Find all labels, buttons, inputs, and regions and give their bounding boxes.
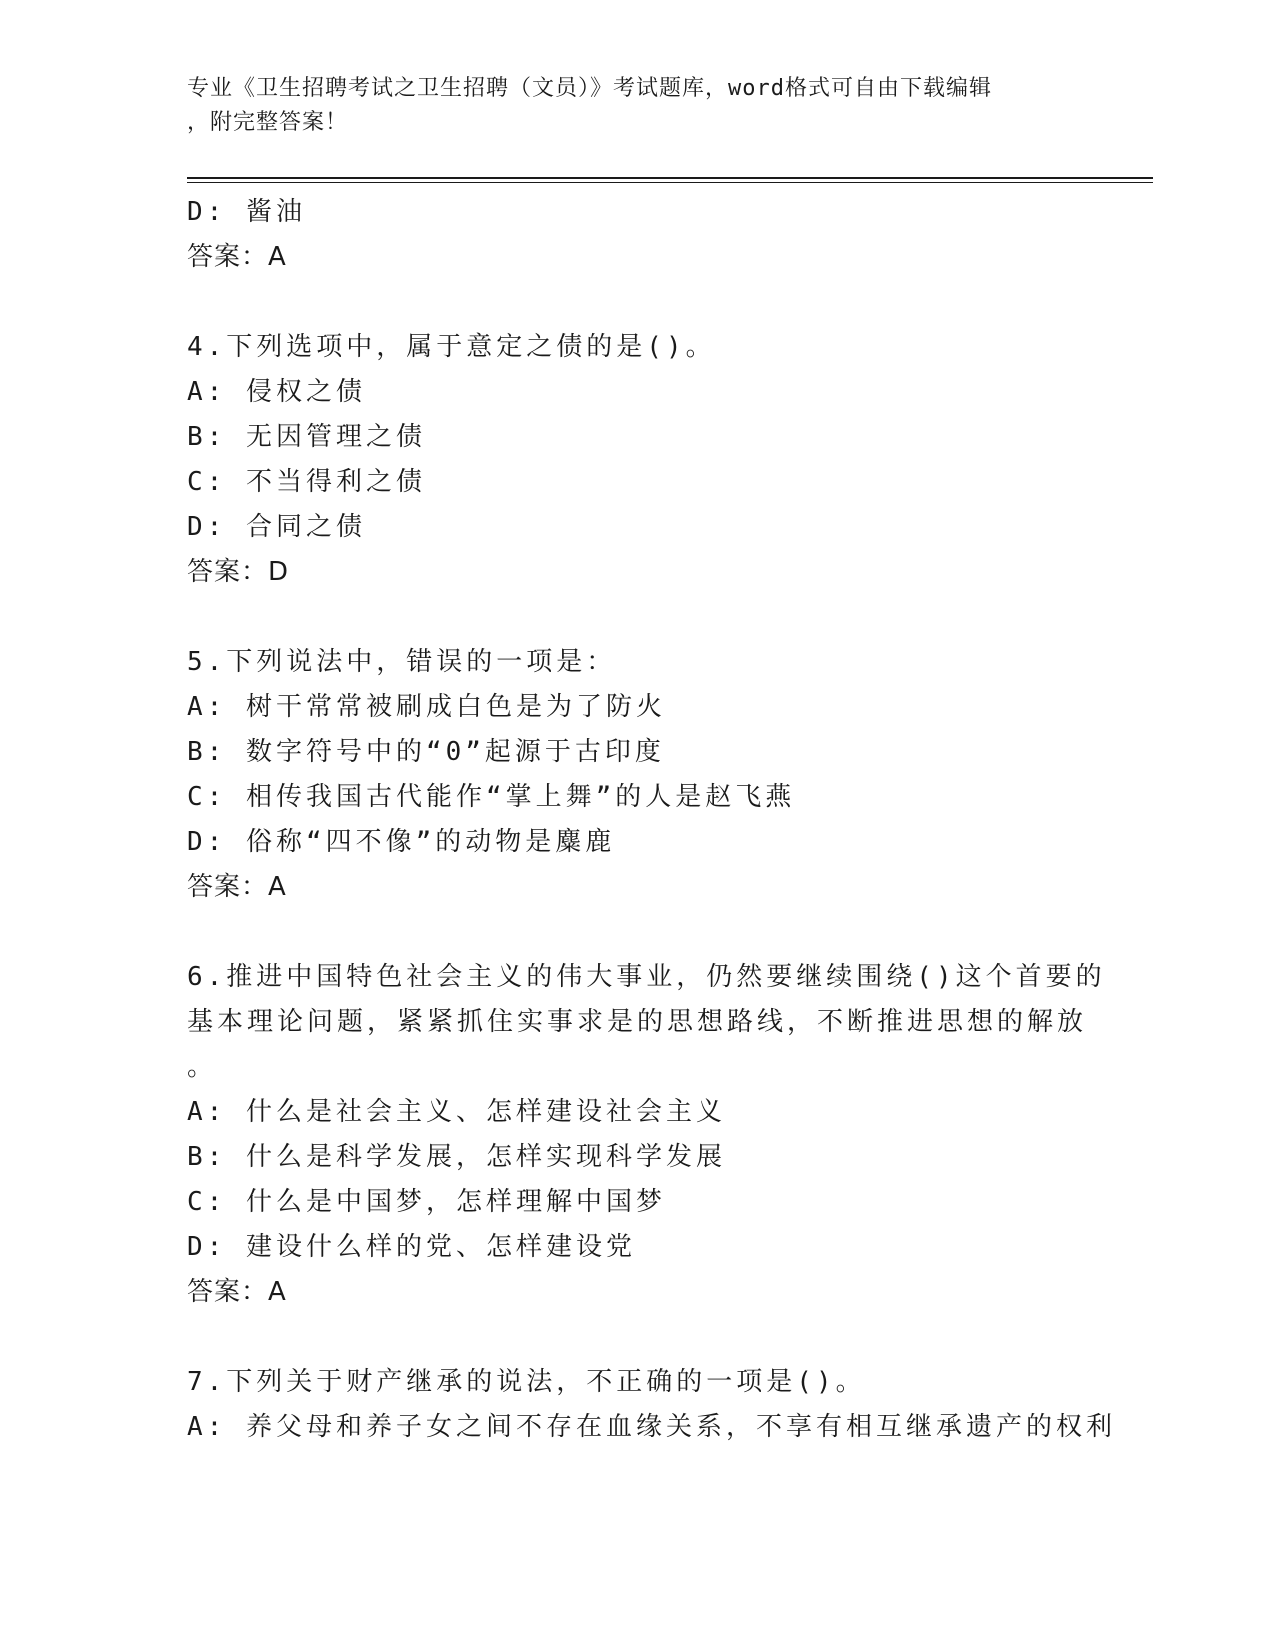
option-d: D: 酱油 [187, 197, 306, 227]
question-stem: 5.下列说法中，错误的一项是： [187, 647, 617, 677]
question-4 [187, 325, 1087, 595]
question-7 [187, 1360, 1116, 1450]
header-divider-thick [187, 177, 1153, 179]
header-line-2: ，附完整答案！ [187, 110, 349, 135]
option-c: C: 什么是中国梦，怎样理解中国梦 [187, 1187, 666, 1217]
option-b: B: 无因管理之债 [187, 422, 426, 452]
answer-line: 答案：A [187, 1277, 287, 1307]
answer-line: 答案：D [187, 557, 290, 587]
option-d: D: 俗称“四不像”的动物是麋鹿 [187, 827, 616, 857]
answer-line: 答案：A [187, 872, 287, 902]
option-b: B: 什么是科学发展，怎样实现科学发展 [187, 1142, 726, 1172]
question-stem-line-1: 6.推进中国特色社会主义的伟大事业，仍然要继续围绕()这个首要的 [187, 962, 1106, 992]
option-c: C: 不当得利之债 [187, 467, 426, 497]
document-header [187, 72, 1067, 140]
option-b: B: 数字符号中的“0”起源于古印度 [187, 737, 665, 767]
answer-line: 答案：A [187, 242, 287, 272]
question-stem: 4.下列选项中，属于意定之债的是()。 [187, 332, 716, 362]
option-a: A: 养父母和养子女之间不存在血缘关系，不享有相互继承遗产的权利 [187, 1412, 1116, 1442]
spacer [187, 595, 1087, 640]
option-c: C: 相传我国古代能作“掌上舞”的人是赵飞燕 [187, 782, 796, 812]
question-stem: 7.下列关于财产继承的说法，不正确的一项是()。 [187, 1367, 866, 1397]
question-stem-line-2: 基本理论问题，紧紧抓住实事求是的思想路线，不断推进思想的解放 [187, 1007, 1088, 1037]
option-a: A: 侵权之债 [187, 377, 366, 407]
question-list [187, 190, 1116, 1450]
option-d: D: 合同之债 [187, 512, 366, 542]
spacer [187, 280, 1087, 325]
option-d: D: 建设什么样的党、怎样建设党 [187, 1232, 636, 1262]
header-divider-thin [187, 182, 1153, 183]
question-6 [187, 955, 1106, 1315]
question-5 [187, 640, 1087, 910]
option-a: A: 什么是社会主义、怎样建设社会主义 [187, 1097, 726, 1127]
question-stem-line-3: 。 [187, 1052, 218, 1082]
spacer [187, 910, 1087, 955]
header-line-1: 专业《卫生招聘考试之卫生招聘（文员）》考试题库，word格式可自由下载编辑 [187, 76, 992, 101]
option-a: A: 树干常常被刷成白色是为了防火 [187, 692, 666, 722]
spacer [187, 1315, 1087, 1360]
